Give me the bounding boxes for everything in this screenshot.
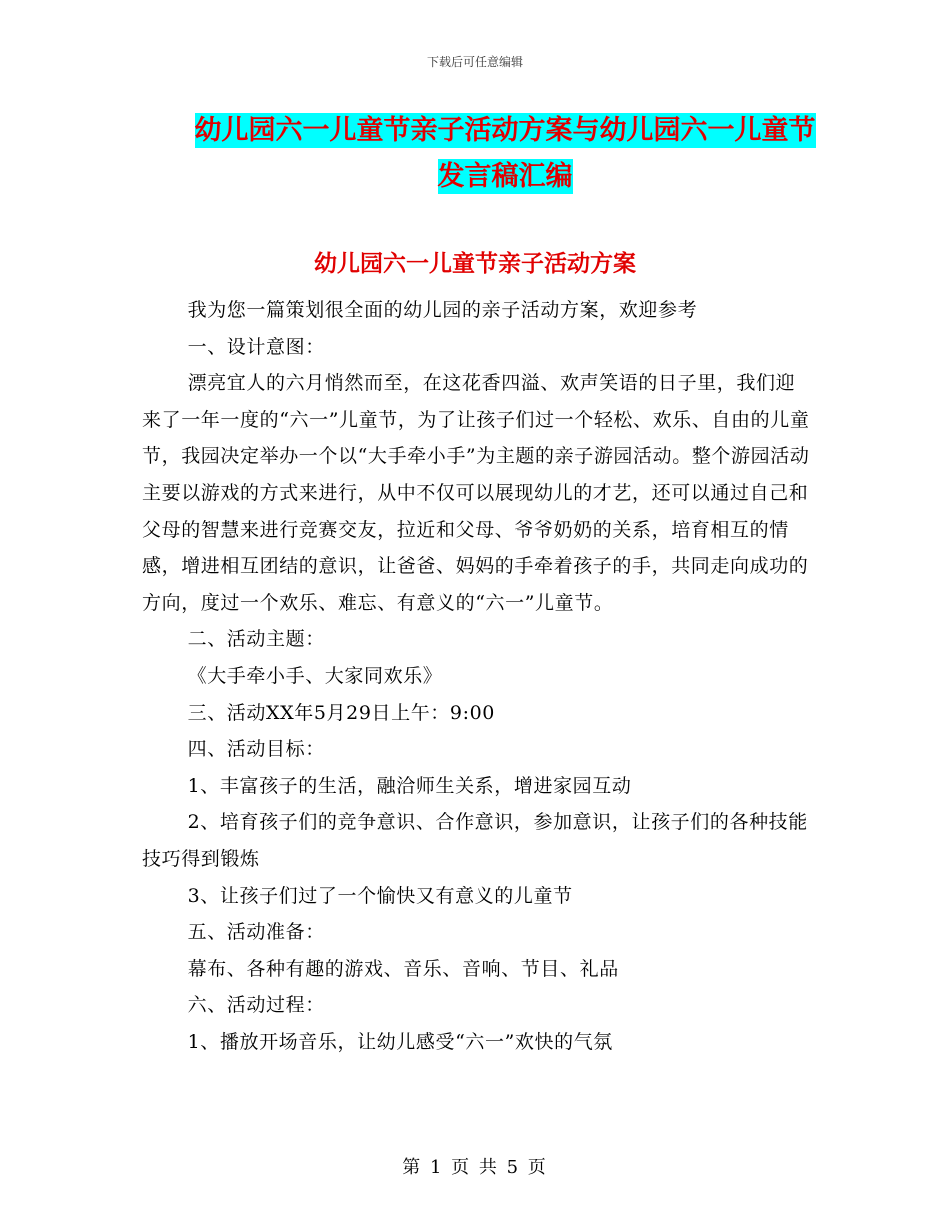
- title-line-1: 幼儿园六一儿童节亲子活动方案与幼儿园六一儿童节: [194, 115, 816, 146]
- paragraph: 三、活动XX年5月29日上午：9:00: [187, 701, 495, 724]
- page-footer: 第 1 页 共 5 页: [402, 1157, 548, 1178]
- paragraph: 幕布、各种有趣的游戏、音乐、音响、节目、礼品: [187, 957, 619, 980]
- paragraph: 1、播放开场音乐，让幼儿感受“六一”欢快的气氛: [187, 1030, 613, 1053]
- paragraph: 漂亮宜人的六月悄然而至，在这花香四溢、欢声笑语的日子里，我们迎来了一年一度的“六一”儿童节，为了让孩子们过一个轻松、欢乐、自由的儿童节，我园决定举办一个以“大手牵小手”为主题的亲子游园活动。整个游园活动主要以游戏的方式来进行，从中不仅可以展现幼儿的才艺，还可以通过自己和父母的智慧来进行竞赛交友，拉近和父母、爷爷奶奶的关系，培育相互的情感，增进相互团结的意识，让爸爸、妈妈的手牵着孩子的手，共同走向成功的方向，度过一个欢乐、难忘、有意义的“六一”儿童节。: [142, 372, 810, 614]
- header-note: 下载后可任意编辑: [426, 55, 523, 69]
- paragraph: 一、设计意图：: [187, 335, 325, 358]
- title-line-2: 发言稿汇编: [437, 161, 573, 192]
- section-title: 幼儿园六一儿童节亲子活动方案: [314, 250, 636, 277]
- paragraph: 四、活动目标：: [187, 738, 325, 761]
- paragraph: 五、活动准备：: [187, 921, 325, 944]
- paragraph: 六、活动过程：: [187, 994, 325, 1017]
- paragraph: 我为您一篇策划很全面的幼儿园的亲子活动方案，欢迎参考: [187, 299, 698, 321]
- paragraph: 《大手牵小手、大家同欢乐》: [187, 664, 443, 687]
- document-title: [185, 108, 825, 200]
- document-body: [142, 292, 810, 1060]
- paragraph: 2、培育孩子们的竞争意识、合作意识，参加意识，让孩子们的各种技能技巧得到锻炼: [142, 811, 808, 870]
- paragraph: 3、让孩子们过了一个愉快又有意义的儿童节: [187, 884, 573, 907]
- paragraph: 1、丰富孩子的生活，融洽师生关系，增进家园互动: [187, 774, 632, 797]
- paragraph: 二、活动主题：: [187, 628, 325, 651]
